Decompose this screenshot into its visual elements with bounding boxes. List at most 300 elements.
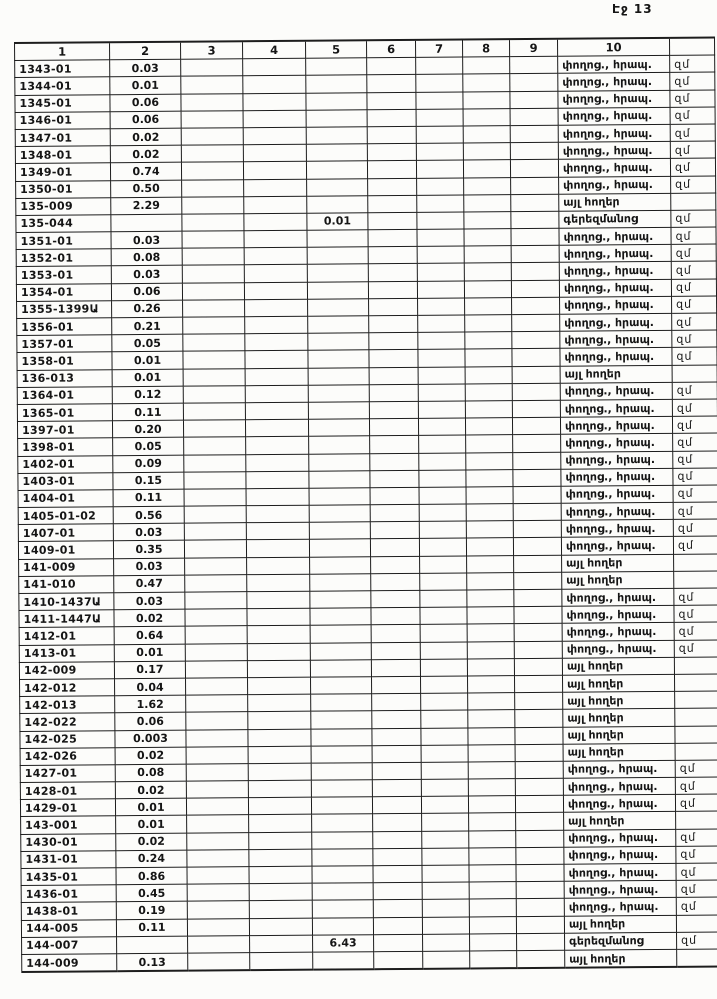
cell-col1: 1402-01 xyxy=(18,455,113,473)
cell-col1: 1430-01 xyxy=(21,833,116,851)
cell-col1: 1428-01 xyxy=(20,782,115,800)
cell-col4 xyxy=(244,196,307,214)
cell-col4 xyxy=(249,832,312,850)
cell-col5 xyxy=(309,488,370,506)
cell-col6 xyxy=(368,212,417,230)
cell-col5 xyxy=(308,419,369,437)
cell-col7 xyxy=(420,624,467,642)
cell-col6 xyxy=(373,917,422,935)
cell-col7 xyxy=(417,263,464,281)
cell-col2: 0.21 xyxy=(112,317,183,335)
cell-col8 xyxy=(469,882,516,900)
cell-col9 xyxy=(515,727,563,745)
cell-col3 xyxy=(183,351,245,369)
cell-col2 xyxy=(117,936,188,954)
cell-col9 xyxy=(514,641,562,659)
cell-col3 xyxy=(188,953,250,971)
cell-col2: 0.02 xyxy=(115,747,186,765)
cell-col10: փողոց., հրապ. xyxy=(558,56,670,74)
margin-annotation: զմ xyxy=(671,279,716,297)
cell-col4 xyxy=(245,316,308,334)
cell-col2: 0.03 xyxy=(111,231,182,249)
cell-col1: 142-025 xyxy=(20,730,115,748)
cell-col6 xyxy=(369,384,418,402)
cell-col3 xyxy=(186,781,248,799)
cell-col10: փողոց., հրապ. xyxy=(559,176,671,194)
cell-col9 xyxy=(510,108,558,126)
cell-col9 xyxy=(515,778,563,796)
cell-col9 xyxy=(513,469,561,487)
cell-col8 xyxy=(466,538,513,556)
cell-col2: 0.56 xyxy=(113,506,184,524)
cell-col8 xyxy=(463,108,510,126)
cell-col3 xyxy=(184,540,246,558)
cell-col4 xyxy=(247,591,310,609)
cell-col10: փողոց., հրապ. xyxy=(563,795,675,813)
cell-col6 xyxy=(371,625,420,643)
margin-annotation: զմ xyxy=(673,433,717,451)
cell-col6 xyxy=(369,315,418,333)
cell-col7 xyxy=(418,298,465,316)
land-table xyxy=(14,36,717,973)
cell-col5 xyxy=(308,402,369,420)
cell-col5: 0.01 xyxy=(307,213,368,231)
margin-annotation: զմ xyxy=(670,55,715,73)
cell-col10: փողոց., հրապ. xyxy=(558,141,670,159)
margin-annotation: զմ xyxy=(670,72,715,90)
cell-col9 xyxy=(516,847,564,865)
cell-col9 xyxy=(514,675,562,693)
cell-col6 xyxy=(370,504,419,522)
cell-col1: 1353-01 xyxy=(16,266,111,284)
cell-col4 xyxy=(248,797,311,815)
cell-col10: փողոց., հրապ. xyxy=(564,829,676,847)
cell-col8 xyxy=(463,143,510,161)
cell-col5 xyxy=(312,831,373,849)
cell-col9 xyxy=(513,452,561,470)
cell-col9 xyxy=(517,950,565,968)
cell-col3 xyxy=(184,506,246,524)
cell-col9 xyxy=(513,503,561,521)
margin-annotation xyxy=(674,674,717,692)
cell-col1: 1350-01 xyxy=(16,180,111,198)
cell-col1: 142-013 xyxy=(20,696,115,714)
cell-col9 xyxy=(515,744,563,762)
cell-col5 xyxy=(311,797,372,815)
cell-col1: 1345-01 xyxy=(15,94,110,112)
cell-col2: 0.08 xyxy=(111,248,182,266)
cell-col10: փողոց., հրապ. xyxy=(564,846,676,864)
margin-annotation xyxy=(675,708,717,726)
cell-col10: փողոց., հրապ. xyxy=(561,434,673,452)
cell-col7 xyxy=(422,882,469,900)
margin-annotation: զմ xyxy=(676,829,717,847)
cell-col1: 136-013 xyxy=(17,369,112,387)
cell-col3 xyxy=(187,815,249,833)
cell-col4 xyxy=(248,729,311,747)
margin-annotation: զմ xyxy=(673,468,717,486)
cell-col4 xyxy=(245,299,308,317)
margin-annotation xyxy=(674,571,717,589)
cell-col10: այլ հողեր xyxy=(560,365,672,383)
cell-col9 xyxy=(510,142,558,160)
cell-col3 xyxy=(186,798,248,816)
cell-col4 xyxy=(246,540,309,558)
cell-col10: փողոց., հրապ. xyxy=(561,502,673,520)
cell-col5 xyxy=(311,780,372,798)
cell-col8 xyxy=(466,452,513,470)
cell-col6 xyxy=(372,745,421,763)
cell-col2: 0.03 xyxy=(110,59,181,77)
cell-col4 xyxy=(246,488,309,506)
cell-col5 xyxy=(312,866,373,884)
cell-col9 xyxy=(515,795,563,813)
cell-col7 xyxy=(421,727,468,745)
cell-col6 xyxy=(373,848,422,866)
cell-col8 xyxy=(469,847,516,865)
cell-col8 xyxy=(464,211,511,229)
cell-col6 xyxy=(372,711,421,729)
cell-col6 xyxy=(367,161,416,179)
cell-col5 xyxy=(309,436,370,454)
cell-col9 xyxy=(511,245,559,263)
cell-col6 xyxy=(367,92,416,110)
cell-col1: 1411-1447Ա xyxy=(19,610,114,628)
margin-annotation: զմ xyxy=(673,502,717,520)
cell-col1: 1344-01 xyxy=(15,77,110,95)
cell-col5 xyxy=(310,677,371,695)
cell-col3 xyxy=(185,643,247,661)
cell-col8 xyxy=(469,916,516,934)
cell-col4 xyxy=(246,437,309,455)
cell-col6 xyxy=(371,659,420,677)
cell-col7 xyxy=(422,899,469,917)
cell-col10: փողոց., հրապ. xyxy=(560,331,672,349)
cell-col4 xyxy=(245,419,308,437)
cell-col1: 1364-01 xyxy=(17,386,112,404)
margin-annotation: զմ xyxy=(676,863,717,881)
cell-col9 xyxy=(511,228,559,246)
cell-col4 xyxy=(247,626,310,644)
cell-col7 xyxy=(417,177,464,195)
cell-col4 xyxy=(248,780,311,798)
cell-col2: 0.47 xyxy=(114,575,185,593)
cell-col9 xyxy=(515,710,563,728)
cell-col8 xyxy=(463,57,510,75)
cell-col4 xyxy=(248,694,311,712)
cell-col3 xyxy=(187,884,249,902)
margin-spacer xyxy=(669,37,714,55)
cell-col2: 0.06 xyxy=(110,111,181,129)
cell-col8 xyxy=(467,590,514,608)
cell-col1: 1412-01 xyxy=(19,627,114,645)
cell-col2: 0.11 xyxy=(113,489,184,507)
cell-col2: 0.03 xyxy=(114,592,185,610)
cell-col4 xyxy=(244,179,307,197)
cell-col10: փողոց., հրապ. xyxy=(560,399,672,417)
cell-col6 xyxy=(371,556,420,574)
cell-col7 xyxy=(420,573,467,591)
cell-col2: 0.06 xyxy=(115,712,186,730)
cell-col9 xyxy=(516,864,564,882)
cell-col3 xyxy=(187,867,249,885)
cell-col4 xyxy=(246,522,309,540)
margin-annotation xyxy=(675,725,717,743)
cell-col3 xyxy=(182,282,244,300)
cell-col5 xyxy=(306,127,367,145)
cell-col7 xyxy=(421,693,468,711)
cell-col4 xyxy=(243,110,306,128)
cell-col5 xyxy=(307,264,368,282)
cell-col3 xyxy=(183,300,245,318)
cell-col6 xyxy=(370,470,419,488)
margin-annotation: զմ xyxy=(672,382,717,400)
margin-annotation: զմ xyxy=(671,244,716,262)
cell-col8 xyxy=(463,74,510,92)
cell-col6 xyxy=(373,831,422,849)
cell-col4 xyxy=(244,265,307,283)
cell-col3 xyxy=(184,471,246,489)
cell-col3 xyxy=(186,678,248,696)
cell-col7 xyxy=(418,332,465,350)
cell-col1: 1410-1437Ա xyxy=(19,593,114,611)
cell-col4 xyxy=(245,368,308,386)
cell-col2: 0.19 xyxy=(116,902,187,920)
cell-col7 xyxy=(416,160,463,178)
cell-col10: փողոց., հրապ. xyxy=(560,416,672,434)
cell-col9 xyxy=(516,916,564,934)
cell-col5 xyxy=(310,574,371,592)
cell-col9 xyxy=(510,74,558,92)
cell-col8 xyxy=(465,401,512,419)
cell-col6 xyxy=(368,264,417,282)
cell-col6 xyxy=(372,762,421,780)
margin-annotation: զմ xyxy=(672,296,717,314)
cell-col2: 0.35 xyxy=(113,541,184,559)
cell-col5 xyxy=(308,350,369,368)
cell-col7 xyxy=(422,865,469,883)
cell-col10: փողոց., հրապ. xyxy=(558,124,670,142)
cell-col6 xyxy=(367,126,416,144)
cell-col9 xyxy=(512,297,560,315)
cell-col7 xyxy=(419,538,466,556)
cell-col6 xyxy=(373,814,422,832)
cell-col4 xyxy=(243,76,306,94)
cell-col8 xyxy=(465,332,512,350)
cell-col1: 142-012 xyxy=(20,679,115,697)
cell-col10: փողոց., հրապ. xyxy=(561,537,673,555)
cell-col3 xyxy=(182,265,244,283)
cell-col9 xyxy=(515,692,563,710)
column-header-3: 3 xyxy=(181,41,243,59)
cell-col7 xyxy=(422,848,469,866)
cell-col1: 1413-01 xyxy=(19,644,114,662)
cell-col1: 1357-01 xyxy=(17,335,112,353)
margin-annotation: զմ xyxy=(671,227,716,245)
cell-col7 xyxy=(421,762,468,780)
cell-col2: 0.09 xyxy=(113,455,184,473)
cell-col5 xyxy=(306,161,367,179)
cell-col2: 0.01 xyxy=(114,644,185,662)
cell-col5 xyxy=(309,539,370,557)
cell-col2: 0.26 xyxy=(112,300,183,318)
cell-col9 xyxy=(514,624,562,642)
cell-col1: 1397-01 xyxy=(17,421,112,439)
cell-col10: փողոց., հրապ. xyxy=(560,313,672,331)
cell-col10: այլ հողեր xyxy=(565,949,677,968)
cell-col4 xyxy=(247,557,310,575)
cell-col9 xyxy=(513,520,561,538)
cell-col4 xyxy=(245,402,308,420)
cell-col1: 142-009 xyxy=(19,661,114,679)
cell-col6 xyxy=(373,900,422,918)
cell-col6 xyxy=(367,58,416,76)
margin-annotation: զմ xyxy=(675,794,717,812)
cell-col10: փողոց., հրապ. xyxy=(561,451,673,469)
cell-col1: 1356-01 xyxy=(17,318,112,336)
cell-col5 xyxy=(312,900,373,918)
cell-col6 xyxy=(372,797,421,815)
cell-col4 xyxy=(244,282,307,300)
cell-col2: 0.06 xyxy=(110,94,181,112)
cell-col9 xyxy=(513,486,561,504)
cell-col2: 0.11 xyxy=(112,403,183,421)
cell-col10: փողոց., հրապ. xyxy=(564,898,676,916)
cell-col3 xyxy=(183,403,245,421)
cell-col3 xyxy=(187,918,249,936)
margin-annotation: զմ xyxy=(677,932,717,950)
cell-col10: փողոց., հրապ. xyxy=(558,159,670,177)
cell-col3 xyxy=(185,609,247,627)
cell-col3 xyxy=(182,214,244,232)
cell-col8 xyxy=(465,315,512,333)
cell-col6 xyxy=(371,608,420,626)
cell-col1: 1435-01 xyxy=(21,868,116,886)
cell-col6 xyxy=(371,590,420,608)
cell-col2: 0.05 xyxy=(112,334,183,352)
cell-col8 xyxy=(468,744,515,762)
margin-annotation: զմ xyxy=(670,90,715,108)
cell-col10: այլ հողեր xyxy=(562,554,674,572)
cell-col7 xyxy=(417,195,464,213)
cell-col10: փողոց., հրապ. xyxy=(562,623,674,641)
cell-col2: 2.29 xyxy=(111,197,182,215)
cell-col1: 1436-01 xyxy=(21,885,116,903)
cell-col10: փողոց., հրապ. xyxy=(558,107,670,125)
cell-col8 xyxy=(468,796,515,814)
margin-annotation: զմ xyxy=(672,347,717,365)
cell-col9 xyxy=(510,160,558,178)
cell-col1: 135-044 xyxy=(16,215,111,233)
cell-col5 xyxy=(311,711,372,729)
cell-col4 xyxy=(244,247,307,265)
cell-col4 xyxy=(243,162,306,180)
cell-col4 xyxy=(249,901,312,919)
cell-col3 xyxy=(186,729,248,747)
cell-col6 xyxy=(369,401,418,419)
cell-col3 xyxy=(182,179,244,197)
cell-col5 xyxy=(307,247,368,265)
cell-col10: փողոց., հրապ. xyxy=(561,468,673,486)
cell-col3 xyxy=(184,489,246,507)
cell-col1: 1427-01 xyxy=(20,765,115,783)
cell-col5 xyxy=(310,642,371,660)
cell-col10: փողոց., հրապ. xyxy=(564,881,676,899)
cell-col8 xyxy=(468,779,515,797)
cell-col10: այլ հողեր xyxy=(563,726,675,744)
cell-col2: 0.03 xyxy=(114,558,185,576)
margin-annotation xyxy=(676,811,717,829)
cell-col6 xyxy=(370,453,419,471)
margin-annotation: զմ xyxy=(671,210,716,228)
cell-col10: փողոց., հրապ. xyxy=(559,245,671,263)
cell-col10: այլ հողեր xyxy=(562,657,674,675)
cell-col3 xyxy=(185,575,247,593)
cell-col8 xyxy=(466,486,513,504)
cell-col3 xyxy=(184,454,246,472)
cell-col6 xyxy=(374,934,423,952)
column-header-9: 9 xyxy=(509,39,557,57)
cell-col5 xyxy=(310,608,371,626)
cell-col7 xyxy=(418,418,465,436)
cell-col1: 1347-01 xyxy=(15,129,110,147)
cell-col9 xyxy=(512,331,560,349)
margin-annotation: զմ xyxy=(674,588,717,606)
cell-col2: 0.45 xyxy=(116,884,187,902)
cell-col9 xyxy=(516,813,564,831)
cell-col1: 1438-01 xyxy=(21,902,116,920)
cell-col6 xyxy=(369,298,418,316)
cell-col9 xyxy=(512,417,560,435)
cell-col2: 0.11 xyxy=(116,919,187,937)
cell-col9 xyxy=(516,899,564,917)
column-header-2: 2 xyxy=(110,42,181,60)
cell-col5 xyxy=(309,522,370,540)
cell-col5 xyxy=(306,109,367,127)
cell-col8 xyxy=(464,280,511,298)
cell-col4 xyxy=(247,660,310,678)
cell-col7 xyxy=(421,710,468,728)
cell-col5 xyxy=(308,367,369,385)
cell-col10: այլ հողեր xyxy=(559,193,671,211)
cell-col3 xyxy=(183,334,245,352)
margin-annotation xyxy=(676,915,717,933)
cell-col3 xyxy=(186,712,248,730)
cell-col8 xyxy=(466,504,513,522)
cell-col6 xyxy=(368,178,417,196)
cell-col5 xyxy=(312,814,373,832)
cell-col9 xyxy=(514,606,562,624)
cell-col10: փողոց., հրապ. xyxy=(562,606,674,624)
cell-col7 xyxy=(418,367,465,385)
margin-annotation: զմ xyxy=(676,846,717,864)
margin-annotation: զմ xyxy=(670,124,715,142)
cell-col6 xyxy=(371,676,420,694)
cell-col5 xyxy=(312,883,373,901)
margin-annotation xyxy=(672,365,717,383)
cell-col8 xyxy=(465,297,512,315)
cell-col7 xyxy=(423,951,470,969)
cell-col10: փողոց., հրապ. xyxy=(563,777,675,795)
cell-col4 xyxy=(247,608,310,626)
cell-col1: 1429-01 xyxy=(20,799,115,817)
cell-col2: 0.02 xyxy=(114,609,185,627)
cell-col5 xyxy=(306,92,367,110)
cell-col2: 0.02 xyxy=(116,833,187,851)
cell-col6 xyxy=(372,693,421,711)
margin-annotation xyxy=(677,949,717,967)
cell-col3 xyxy=(181,162,243,180)
